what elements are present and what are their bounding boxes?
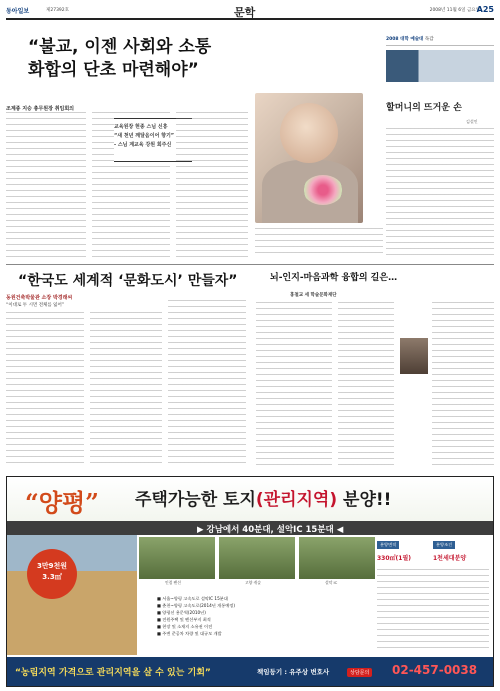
pull-quote-line2: “새 천년 깨달음이어 향기”	[114, 133, 175, 139]
article-text-column	[176, 112, 248, 262]
terms-value: 1천세대분양	[433, 555, 467, 562]
article-text-column	[338, 302, 394, 468]
issue-number: 제27392호	[46, 8, 70, 13]
ad-headline-highlight: (관리지역)	[255, 490, 338, 510]
flower-bouquet-shape	[303, 175, 343, 205]
photo-caption	[255, 228, 383, 258]
pull-quote-line1: 교육원장 현종 스님 신흥	[114, 124, 168, 130]
ad-feature-list	[157, 595, 377, 637]
section3-subhead: 홍철교 세 학술문화재단	[290, 293, 337, 298]
article-text-column	[90, 312, 162, 468]
article-text-column	[432, 302, 494, 468]
page-number: A25	[476, 5, 494, 14]
column-label: 2008 대학 예술대	[386, 37, 424, 42]
area-value: 330㎡(1필)	[377, 555, 411, 562]
section2-kicker: 동원건축박물관 소장 박경래씨	[6, 295, 73, 301]
price-value: 3만9천원	[36, 562, 68, 570]
ad-headline	[135, 485, 391, 510]
ad-slogan: “농림지역 가격으로 관리지역을 살 수 있는 기회”	[15, 668, 211, 678]
ad-feature-item: ■ 현장 및 소재지 소유권 이전	[157, 624, 213, 629]
author-photo	[400, 338, 428, 374]
main-kicker: 조계종 지승 총무원장 취임회의	[6, 106, 75, 112]
ad-brand: “양평”	[25, 488, 99, 517]
ad-photo-caption: 설악 IC	[325, 580, 338, 585]
area-label: 분양면적	[377, 541, 399, 549]
ad-detail-text	[377, 569, 489, 649]
ad-detail-panel	[377, 537, 489, 653]
page-header	[6, 6, 494, 20]
ad-feature-item: ■ 전원주택 및 펜션부지 최적	[157, 617, 211, 622]
price-unit: 3.3㎡	[42, 573, 62, 581]
article-text-column	[6, 312, 84, 468]
poet-photo	[386, 50, 494, 82]
ad-photo-strip	[139, 537, 375, 589]
ad-photo-caption: 인접 펜션	[165, 580, 181, 585]
main-headline-line1: “불교, 이젠 사회와 소통	[28, 37, 212, 57]
ad-feature-item: ■ 서울~양평 고속도로 설악IC 15분대	[157, 596, 228, 601]
main-headline-line2: 화합의 단초 마련해야”	[28, 60, 199, 80]
ad-photo	[219, 537, 295, 579]
column-header	[386, 34, 494, 46]
real-estate-advertisement	[6, 476, 494, 687]
ad-feature-item: ■ 양평선 용문역(2010년)	[157, 610, 206, 615]
article-text-column	[168, 300, 246, 468]
ad-headline-prefix: 주택가능한 토지	[135, 490, 256, 510]
ad-headline-suffix: 분양!!	[343, 490, 392, 510]
ad-feature-item: ■ 춘천~양평 고속도로(2014년 개통예정)	[157, 603, 235, 608]
ad-feature-item: ■ 주변 준공차 차량 및 대규모 개발	[157, 631, 222, 636]
phone-number: 02-457-0038	[392, 663, 478, 677]
ad-banner-text: ▶ 강남에서 40분대, 설악IC 15분대 ◀	[197, 525, 344, 535]
section3-headline: 뇌-인지-마음과학 융합의 길은…	[270, 273, 398, 283]
ad-contact: 책임등기 : 유주상 변호사	[257, 668, 330, 676]
field-photo	[7, 535, 137, 655]
phone-label: 상담문의	[347, 668, 372, 677]
section2-headline: “한국도 세계적 ‘문화도시’ 만들자”	[18, 273, 238, 289]
price-badge	[27, 549, 77, 599]
ad-photo	[139, 537, 215, 579]
poem-text	[386, 128, 494, 260]
poem-title: 할머니의 뜨거운 손	[386, 103, 462, 113]
section2-subhead: “이대로 두 시면 전체를 잃어”	[6, 303, 65, 308]
ad-photo-caption: 고양 캐슬	[245, 580, 261, 585]
article-text-column	[6, 112, 86, 262]
terms-label: 분양조건	[433, 541, 455, 549]
section-divider	[6, 264, 494, 265]
main-headline	[28, 36, 368, 82]
article-text-column	[256, 302, 332, 468]
paper-name: 동아일보	[6, 8, 30, 15]
publication-date: 2008년 11월 6일 금요일	[429, 8, 480, 13]
pull-quote-line3: - 스님 계교육 강원 회주신	[114, 142, 172, 148]
poem-author: 김설인	[466, 119, 478, 124]
monk-head-shape	[280, 103, 338, 163]
ad-photo	[299, 537, 375, 579]
column-sub: 독감	[424, 37, 434, 42]
section-title: 문학	[234, 6, 256, 19]
